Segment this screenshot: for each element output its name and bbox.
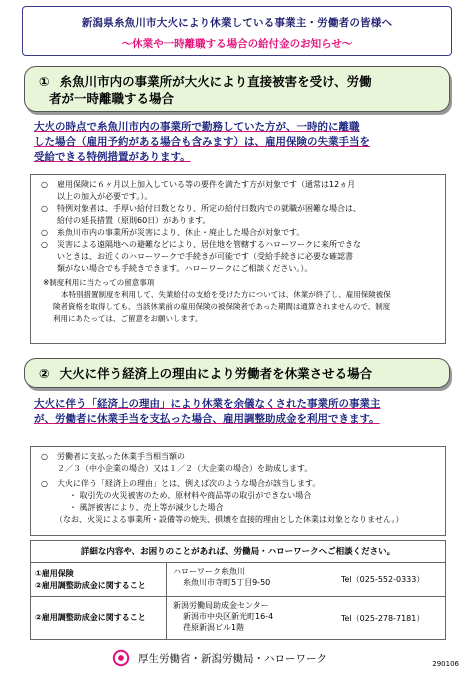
contact-topics xyxy=(31,563,167,596)
note-line: 利用にあたっては、ご留意をお願いします。 xyxy=(53,314,203,323)
section2-bullet xyxy=(39,478,437,490)
bullet-text: 給付の延長措置（原則60日）があります。 xyxy=(57,216,211,225)
section1-title-line1: 糸魚川市内の事業所が大火により直接被害を受け、労働 xyxy=(59,74,372,89)
section2-lead-line1: 大火に伴う「経済上の理由」により休業を余儀なくされた事業所の事業主 xyxy=(34,398,381,410)
section2-title-text: 大火に伴う経済上の理由により労働者を休業させる場合 xyxy=(59,366,373,381)
section2-title xyxy=(24,358,450,388)
section1-bullet xyxy=(39,227,437,239)
notice-header xyxy=(22,6,452,56)
bullet-text: ２／３（中小企業の場合）又は１／２（大企業の場合）を助成します。 xyxy=(57,464,313,473)
section1-lead-line1: 大火の時点で糸魚川市内の事業所で勤務していた方が、一時的に離職 xyxy=(34,121,360,133)
footer-org: 厚生労働省・新潟労働局・ハローワーク xyxy=(138,652,327,665)
contact-topics xyxy=(31,597,167,639)
bullet-mark: ○ xyxy=(41,228,48,237)
contact-tel[interactable]: Tel（025-552-0333） xyxy=(341,575,425,584)
mhlw-logo-icon xyxy=(112,649,130,667)
note-body xyxy=(39,289,437,325)
office-address: 新潟市中央区新光町16-4 xyxy=(183,612,274,621)
note-line: 本特別措置制度を利用して、失業給付の支給を受けた方については、休業が終了し、雇用保険被保 xyxy=(61,290,391,299)
bullet-text: 以上の加入が必要です。）。 xyxy=(57,192,153,201)
section1-number: ① xyxy=(39,74,50,89)
contact-topic: ②雇用調整助成金に関すること xyxy=(35,580,146,590)
section2-details-box xyxy=(30,446,446,536)
section1-lead xyxy=(34,120,444,165)
note-line: 険者資格を取得しても、当該休業前の雇用保険の被保険者であった期間は通算されませんので、制度 xyxy=(53,302,391,311)
sub-item: ・ 風評被害により、売上等が減少した場合 xyxy=(69,503,224,512)
contact-topic: ①雇用保険 xyxy=(35,568,74,578)
section1-bullet xyxy=(39,179,437,203)
header-title: 新潟県糸魚川市大火により休業している事業主・労働者の皆様へ xyxy=(81,17,393,29)
note-heading: ※制度利用に当たっての留意事項 xyxy=(43,278,155,287)
office-name: ハローワーク糸魚川 xyxy=(173,567,245,576)
bullet-text: 雇用保険に６ヶ月以上加入している等の要件を満たす方が対象です（通常は12ヵ月 xyxy=(57,180,356,189)
contact-topic: ②雇用調整助成金に関すること xyxy=(35,613,146,622)
bullet-text: 類がない場合でも手続きできます。ハローワークにご相談ください。）。 xyxy=(57,264,313,273)
bullet-mark: ○ xyxy=(41,452,48,461)
bullet-text: 労働者に支払った休業手当相当額の xyxy=(57,452,185,461)
bullet-mark: ○ xyxy=(41,479,48,488)
section1-lead-line2: した場合（雇用予約がある場合も含みます）は、雇用保険の失業手当を xyxy=(34,136,370,148)
section1-title-line2: 者が一時離職する場合 xyxy=(49,91,175,106)
contact-row xyxy=(31,563,445,597)
bullet-text: 特例対象者は、手厚い給付日数となり、所定の給付日数内での就職が困難な場合は、 xyxy=(57,204,361,213)
footer xyxy=(112,648,327,668)
contact-office xyxy=(167,563,335,596)
bullet-mark: ○ xyxy=(41,204,48,213)
office-address: 糸魚川市寺町5丁目9-50 xyxy=(183,578,271,587)
contact-row xyxy=(31,597,445,639)
contact-heading: 詳細な内容や、お困りのことがあれば、労働局・ハローワークへご相談ください。 xyxy=(31,541,445,563)
section2-number: ② xyxy=(39,366,50,381)
section1-bullet xyxy=(39,239,437,275)
section1-bullet xyxy=(39,203,437,227)
header-subtitle: ～休業や一時離職する場合の給付金のお知らせ～ xyxy=(121,38,353,50)
document-code: 290106 xyxy=(432,660,459,668)
section1-details-box xyxy=(30,174,446,344)
contact-table xyxy=(30,540,446,640)
contact-office xyxy=(167,597,335,639)
bullet-text: いときは、お近くのハローワークで手続きが可能です（受給手続きに必要な確認書 xyxy=(57,252,353,261)
section2-note: （なお、火災による事業所・設備等の焼失、損壊を直接的理由とした休業は対象となりません。） xyxy=(55,515,404,524)
sub-item: ・ 取引先の火災被害のため、原材料や商品等の取引ができない場合 xyxy=(69,491,312,500)
bullet-text: 糸魚川市内の事業所が災害により、休止・廃止した場合が対象です。 xyxy=(57,228,305,237)
section2-lead xyxy=(34,397,444,427)
bullet-text: 災害による遠隔地への避難などにより、居住地を管轄するハローワークに来所できな xyxy=(57,240,361,249)
bullet-mark: ○ xyxy=(41,180,48,189)
contact-tel[interactable]: Tel（025-278-7181） xyxy=(341,613,425,623)
bullet-text: 大火に伴う「経済上の理由」とは、例えば次のような場合が該当します。 xyxy=(57,479,321,488)
section1-lead-line3: 受給できる特例措置があります。 xyxy=(34,151,191,163)
bullet-mark: ○ xyxy=(41,240,48,249)
section1-title xyxy=(24,66,450,112)
office-name: 新潟労働局助成金センター xyxy=(173,601,269,610)
section2-bullet xyxy=(39,451,437,475)
office-address: 荏原新潟ビル1階 xyxy=(183,623,245,632)
section2-lead-line2: が、労働者に休業手当を支払った場合、雇用調整助成金を利用できます。 xyxy=(34,413,380,425)
